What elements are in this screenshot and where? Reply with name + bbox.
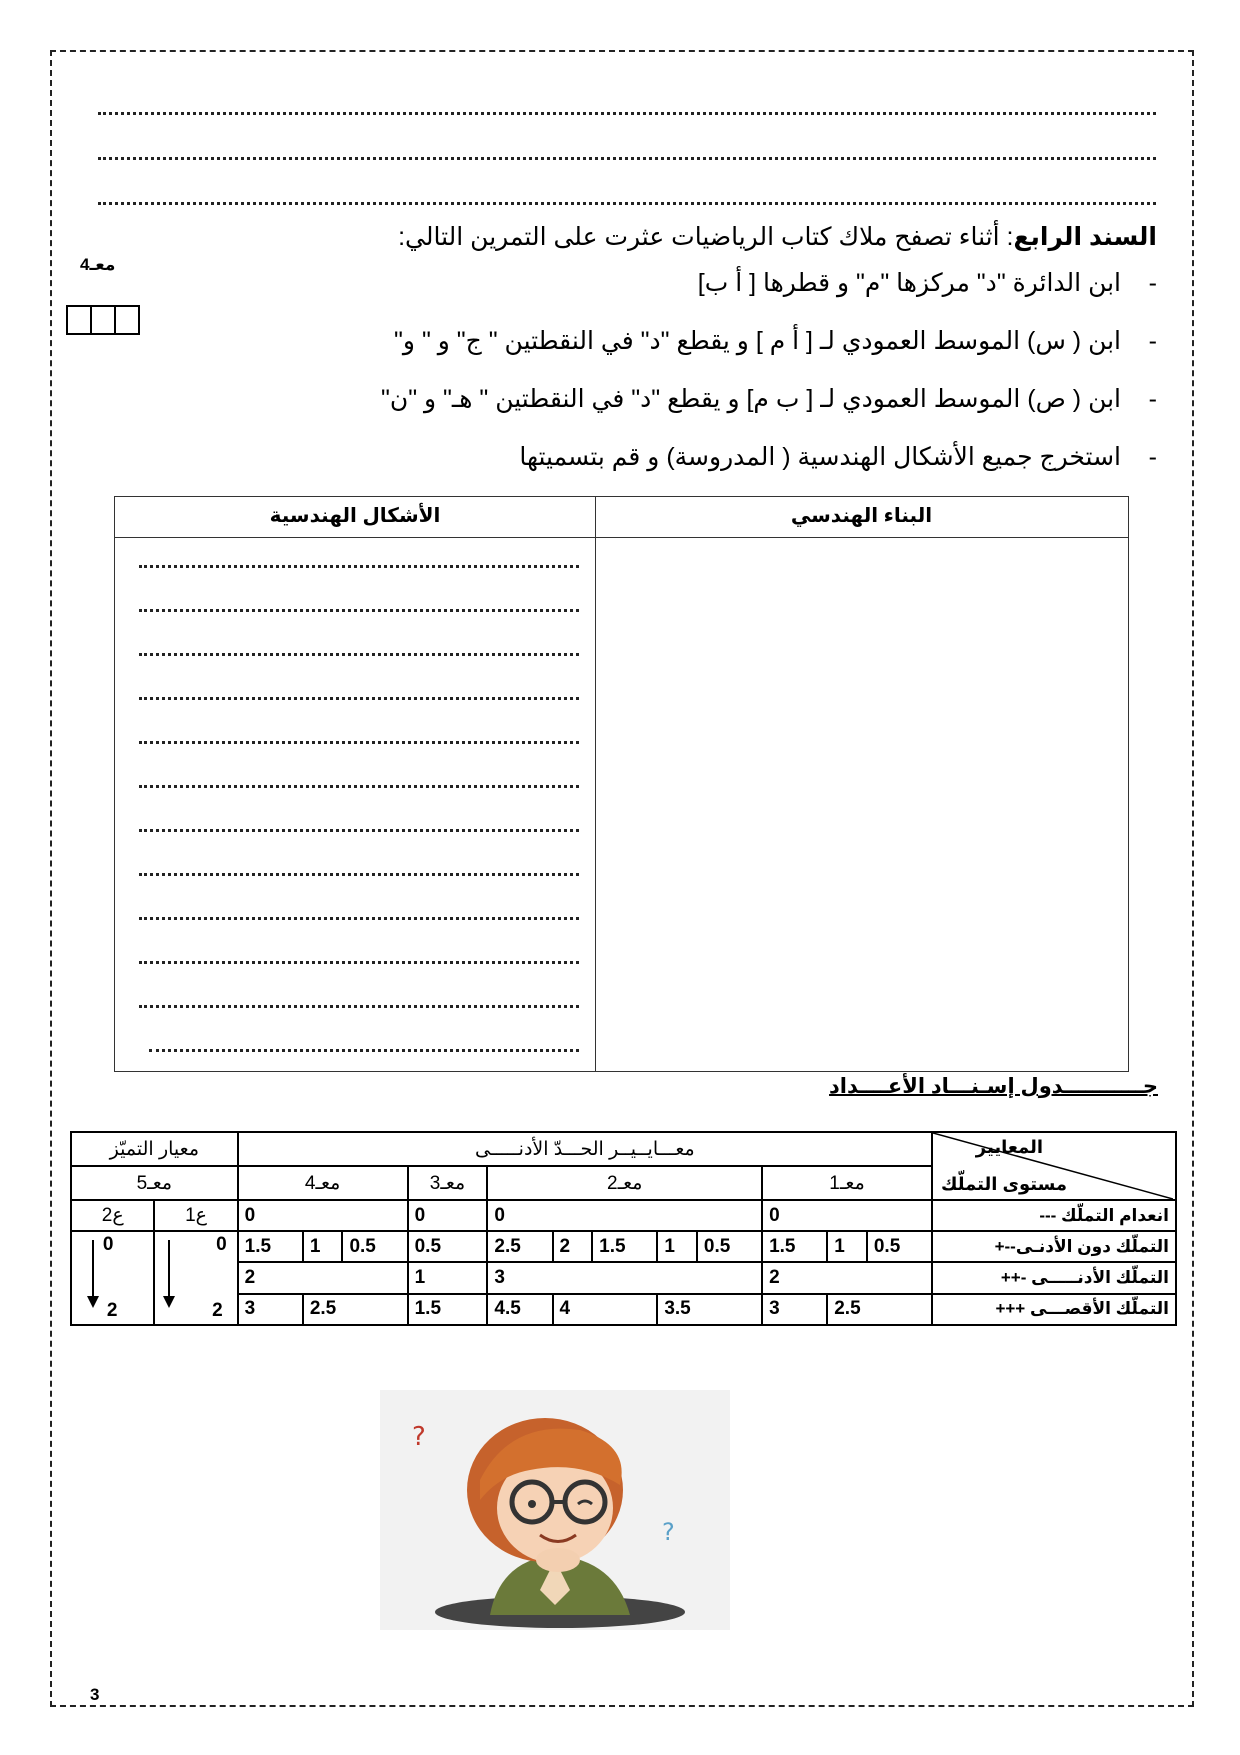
step-text: ابن الدائرة "د" مركزها "م" و قطرها [ أ ب] (697, 269, 1121, 297)
construction-area[interactable] (597, 539, 1128, 1071)
shape-answer-line[interactable] (139, 785, 579, 788)
grade-cell: 1.5 (408, 1294, 488, 1325)
answer-line (98, 202, 1156, 205)
e2-bottom-value: 2 (106, 1300, 118, 1321)
grade-cell: 0 (487, 1200, 762, 1231)
down-arrow-icon (159, 1240, 179, 1310)
answer-line (98, 157, 1156, 160)
crit-4-header: معـ4 (238, 1166, 408, 1200)
answer-line (98, 112, 1156, 115)
grading-title: جـــــــــــدول إسـنـــاد الأعــــداد (829, 1075, 1158, 1098)
grade-cell: 2.5 (303, 1294, 408, 1325)
excellence-e1-header: ع1 (154, 1200, 237, 1231)
excellence-e1-range (154, 1231, 237, 1325)
thinking-boy-icon (380, 1390, 730, 1630)
grade-cell: 1.5 (238, 1231, 303, 1262)
thinking-boy-illustration (380, 1390, 730, 1630)
step-text: ابن ( س) الموسط العمودي لـ [ أ م ] و يقطع "د" في النقطتين " ج" و " و" (394, 327, 1121, 355)
shape-answer-line[interactable] (139, 1005, 579, 1008)
shape-answer-line[interactable] (139, 873, 579, 876)
row-label: انعدام التملّك --- (932, 1200, 1176, 1231)
grade-cell: 2 (762, 1262, 932, 1293)
crit-5-header: معـ5 (71, 1166, 238, 1200)
grade-cell: 1 (408, 1262, 488, 1293)
exercise-intro (207, 222, 1157, 252)
diagonal-header (932, 1132, 1176, 1200)
step-text: ابن ( ص) الموسط العمودي لـ [ ب م] و يقطع "د" في النقطتين " هـ" و "ن" (380, 385, 1121, 413)
step-item: -ابن ( س) الموسط العمودي لـ [ أ م ] و يقطع "د" في النقطتين " ج" و " و" (394, 327, 1157, 355)
construction-column-header: البناء الهندسي (790, 505, 933, 527)
score-box[interactable] (114, 305, 140, 335)
grade-cell: 1.5 (592, 1231, 657, 1262)
grading-table (70, 1131, 1177, 1326)
grade-cell: 0.5 (867, 1231, 932, 1262)
step-item: -استخرج جميع الأشكال الهندسية ( المدروسة) و قم بتسميتها (519, 443, 1157, 471)
excellence-e2-header: ع2 (71, 1200, 154, 1231)
excellence-e2-range (71, 1231, 154, 1325)
step-text: استخرج جميع الأشكال الهندسية ( المدروسة) و قم بتسميتها (519, 443, 1121, 471)
grade-cell: 4 (553, 1294, 658, 1325)
step-item: -ابن الدائرة "د" مركزها "م" و قطرها [ أ ب] (697, 269, 1157, 297)
grade-cell: 2 (553, 1231, 593, 1262)
grade-cell: 3 (238, 1294, 303, 1325)
svg-text:?: ? (412, 1422, 426, 1452)
grade-cell: 3.5 (657, 1294, 762, 1325)
crit-1-header: معـ1 (762, 1166, 932, 1200)
grade-cell: 0.5 (342, 1231, 407, 1262)
criterion-label: معـ4 (80, 255, 116, 274)
e2-top-value: 0 (102, 1234, 114, 1255)
grade-cell: 1 (657, 1231, 697, 1262)
grade-cell: 1 (827, 1231, 867, 1262)
page-number: 3 (90, 1685, 100, 1704)
score-box[interactable] (90, 305, 116, 335)
criteria-header: المعايير (975, 1137, 1043, 1157)
shape-answer-line[interactable] (139, 961, 579, 964)
grade-cell: 3 (762, 1294, 827, 1325)
score-box[interactable] (66, 305, 92, 335)
shape-answer-line[interactable] (139, 609, 579, 612)
row-label: التملّك الأقصـــى +++ (932, 1294, 1176, 1325)
grade-cell: 3 (487, 1262, 762, 1293)
grade-cell: 2 (238, 1262, 408, 1293)
grade-cell: 1.5 (762, 1231, 827, 1262)
grade-cell: 2.5 (487, 1231, 552, 1262)
exercise-heading: السند الرابع (1013, 223, 1157, 251)
shape-answer-line[interactable] (139, 829, 579, 832)
shape-answer-line[interactable] (139, 741, 579, 744)
row-label: التملّك دون الأدنـى--+ (932, 1231, 1176, 1262)
grade-cell: 0 (238, 1200, 408, 1231)
grade-cell: 0 (762, 1200, 932, 1231)
shapes-column-header: الأشكال الهندسية (269, 505, 441, 527)
shape-answer-line[interactable] (149, 1049, 579, 1052)
shape-answer-line[interactable] (139, 653, 579, 656)
e1-top-value: 0 (216, 1234, 227, 1255)
exercise-intro-text: : أثناء تصفح ملاك كتاب الرياضيات عثرت على التمرين التالي: (398, 223, 1014, 251)
step-item: -ابن ( ص) الموسط العمودي لـ [ ب م] و يقطع "د" في النقطتين " هـ" و "ن" (380, 385, 1157, 413)
grade-cell: 1 (303, 1231, 343, 1262)
crit-3-header: معـ3 (408, 1166, 488, 1200)
grade-cell: 0.5 (408, 1231, 488, 1262)
e1-bottom-value: 2 (212, 1300, 223, 1321)
grade-cell: 0.5 (697, 1231, 762, 1262)
down-arrow-icon (83, 1240, 103, 1310)
row-label: التملّك الأدنـــــى -++ (932, 1262, 1176, 1293)
min-criteria-header: معـــايــيــر الحـــدّ الأدنـــــى (238, 1132, 932, 1166)
shape-answer-line[interactable] (139, 565, 579, 568)
level-header: مستوى التملّك (941, 1174, 1068, 1194)
score-boxes (68, 305, 140, 335)
shape-answer-line[interactable] (139, 697, 579, 700)
shape-answer-line[interactable] (139, 917, 579, 920)
construction-table (114, 496, 1129, 1072)
grade-cell: 4.5 (487, 1294, 552, 1325)
grade-cell: 0 (408, 1200, 488, 1231)
excellence-header: معيار التميّز (71, 1132, 238, 1166)
grade-cell: 2.5 (827, 1294, 932, 1325)
column-divider (595, 497, 596, 1071)
svg-text:?: ? (662, 1518, 675, 1546)
crit-2-header: معـ2 (487, 1166, 762, 1200)
